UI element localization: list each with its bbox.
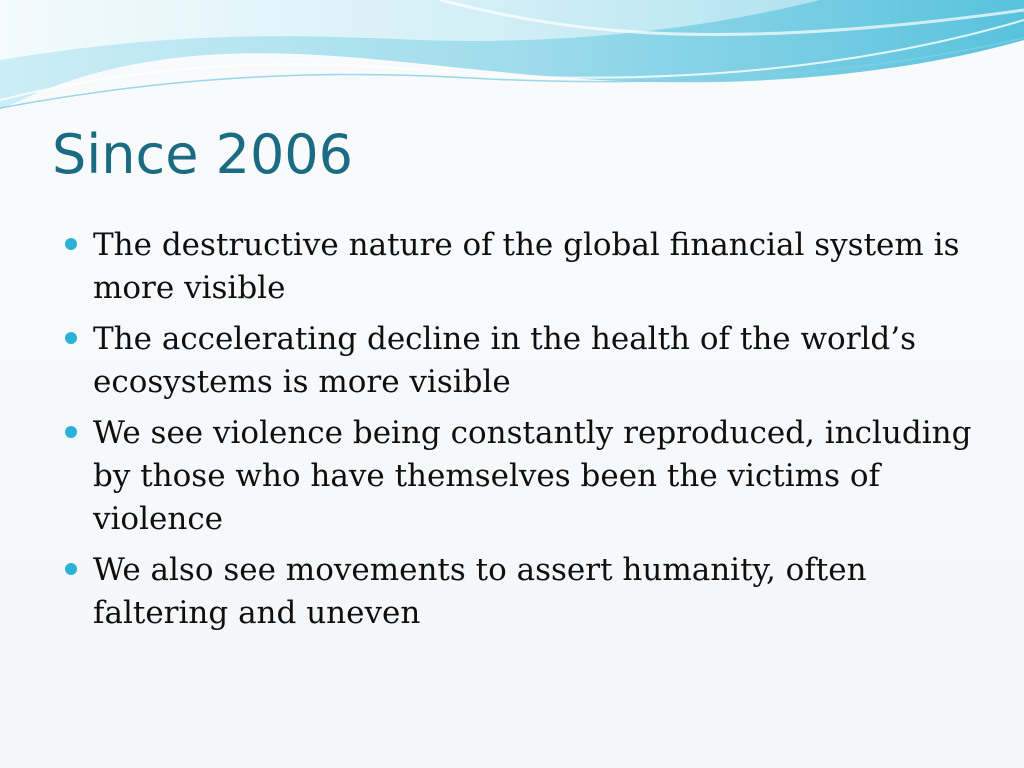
bullet-list (60, 224, 980, 643)
bullet-dot-icon (65, 238, 77, 250)
bullet-item (60, 549, 980, 635)
wave-header-decoration (0, 0, 1024, 120)
bullet-text: We see violence being constantly reproduced, including by those who have themselves been the victims of violence (93, 415, 972, 537)
bullet-dot-icon (65, 563, 77, 575)
bullet-item (60, 318, 980, 404)
bullet-item (60, 224, 980, 310)
bullet-text: The destructive nature of the global financial system is more visible (93, 227, 960, 306)
bullet-item (60, 412, 980, 541)
bullet-text: We also see movements to assert humanity, often faltering and uneven (93, 552, 867, 631)
slide-title: Since 2006 (52, 123, 354, 186)
bullet-text: The accelerating decline in the health of the world’s ecosystems is more visible (93, 321, 917, 400)
bullet-dot-icon (65, 332, 77, 344)
bullet-dot-icon (65, 426, 77, 438)
